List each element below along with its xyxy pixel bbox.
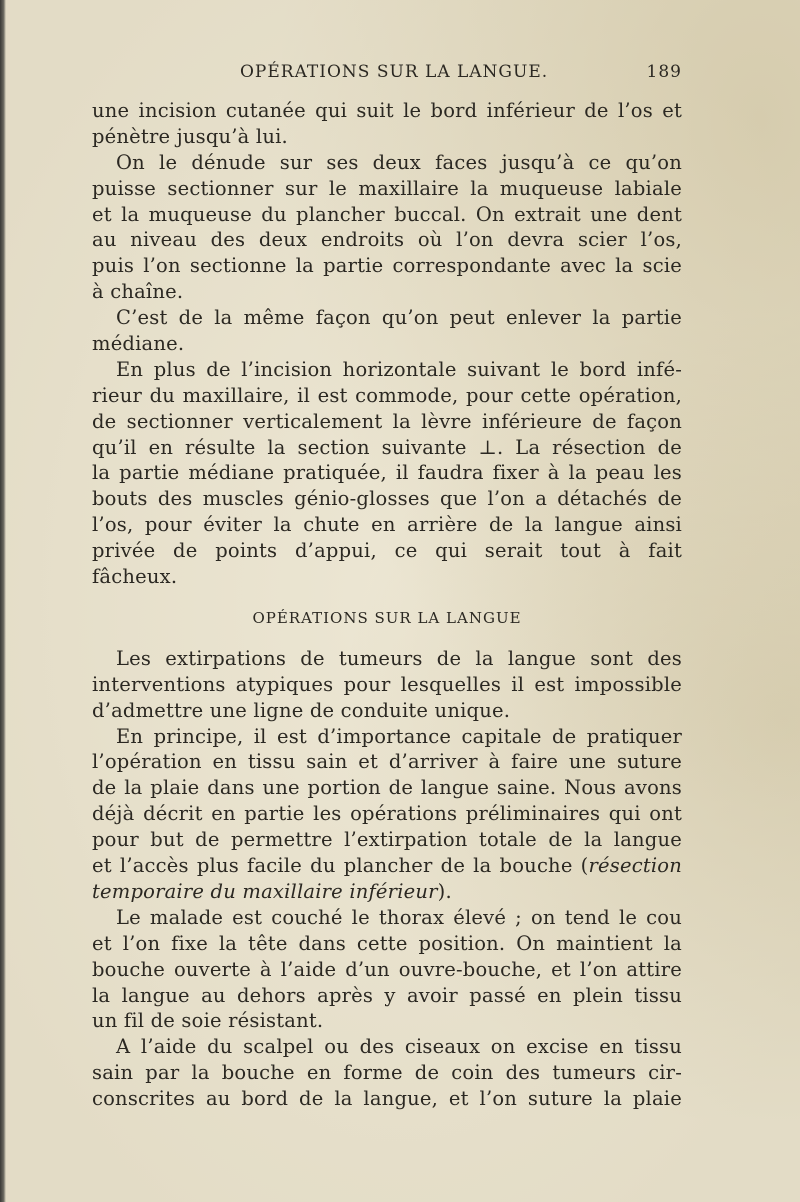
- text-line: déjà décrit en partie les opérations préliminaires qui ont: [92, 802, 682, 826]
- text-line: En plus de l’incision horizontale suivant le bord infé-: [116, 357, 682, 381]
- text-line: une incision cutanée qui suit le bord inférieur de l’os et: [92, 99, 682, 122]
- text-line: bouche ouverte à l’aide d’un ouvre-bouche, et l’on attire: [92, 957, 682, 981]
- text-line: conscrites au bord de la langue, et l’on suture la plaie: [92, 1087, 682, 1111]
- text-segment: ).: [437, 879, 452, 903]
- text-line: Le malade est couché le thorax élevé ; on tend le cou: [116, 905, 682, 929]
- text-line: C’est de la même façon qu’on peut enlever la partie: [116, 306, 682, 330]
- body-text: [92, 98, 682, 1112]
- text-line: à chaîne.: [92, 280, 184, 304]
- section-heading: OPÉRATIONS SUR LA LANGUE: [252, 608, 522, 627]
- italic-segment: temporaire du maxillaire inférieur: [92, 879, 438, 903]
- text-line: l’os, pour éviter la chute en arrière de la langue ainsi: [92, 513, 682, 537]
- text-line: puis l’on sectionne la partie correspondante avec la scie: [92, 254, 682, 278]
- text-segment: et l’accès plus facile du plancher de la bouche (: [92, 854, 589, 878]
- text-line: la partie médiane pratiquée, il faudra fixer à la peau les: [92, 461, 682, 485]
- text-line: médiane.: [92, 332, 185, 356]
- text-line: puisse sectionner sur le maxillaire la muqueuse labiale: [92, 176, 682, 200]
- text-line: pour but de permettre l’extirpation totale de la langue: [92, 828, 682, 852]
- text-line: de sectionner verticalement la lèvre inférieure de façon: [92, 409, 682, 433]
- text-line: bouts des muscles génio-glosses que l’on a détachés de: [92, 487, 682, 511]
- text-line: et l’on fixe la tête dans cette position. On maintient la: [92, 931, 682, 955]
- text-line: rieur du maxillaire, il est commode, pour cette opération,: [92, 383, 682, 407]
- text-line: l’opération en tissu sain et d’arriver à faire une suture: [92, 750, 682, 774]
- text-line: Les extirpations de tumeurs de la langue sont des: [116, 646, 682, 670]
- italic-segment: résection: [588, 854, 682, 878]
- page-number: 189: [646, 62, 682, 82]
- text-line: un fil de soie résistant.: [92, 1009, 324, 1033]
- text-line: En principe, il est d’importance capitale de pratiquer: [116, 724, 682, 748]
- text-line: et la muqueuse du plancher buccal. On extrait une dent: [92, 202, 682, 226]
- running-head: [92, 62, 682, 90]
- text-line: qu’il en résulte la section suivante ⊥. La résection de: [92, 435, 682, 459]
- text-line: A l’aide du scalpel ou des ciseaux on excise en tissu: [116, 1035, 682, 1059]
- text-line: d’admettre une ligne de conduite unique.: [92, 698, 511, 722]
- text-line: au niveau des deux endroits où l’on devra scier l’os,: [92, 228, 682, 252]
- text-line: On le dénude sur ses deux faces jusqu’à ce qu’on: [116, 150, 682, 174]
- running-head-title: OPÉRATIONS SUR LA LANGUE.: [240, 62, 549, 82]
- text-line: interventions atypiques pour lesquelles il est impossible: [92, 672, 682, 696]
- text-line: pénètre jusqu’à lui.: [92, 124, 288, 148]
- text-line: privée de points d’appui, ce qui serait tout à fait: [92, 539, 682, 563]
- text-line: de la plaie dans une portion de langue saine. Nous avons: [92, 776, 682, 800]
- binding-edge: [0, 0, 6, 1202]
- text-line: la langue au dehors après y avoir passé en plein tissu: [92, 983, 682, 1007]
- text-line: fâcheux.: [92, 565, 178, 589]
- text-line-with-italic: [92, 853, 682, 879]
- text-line: sain par la bouche en forme de coin des tumeurs cir-: [92, 1061, 682, 1085]
- text-line-with-italic: [92, 879, 682, 905]
